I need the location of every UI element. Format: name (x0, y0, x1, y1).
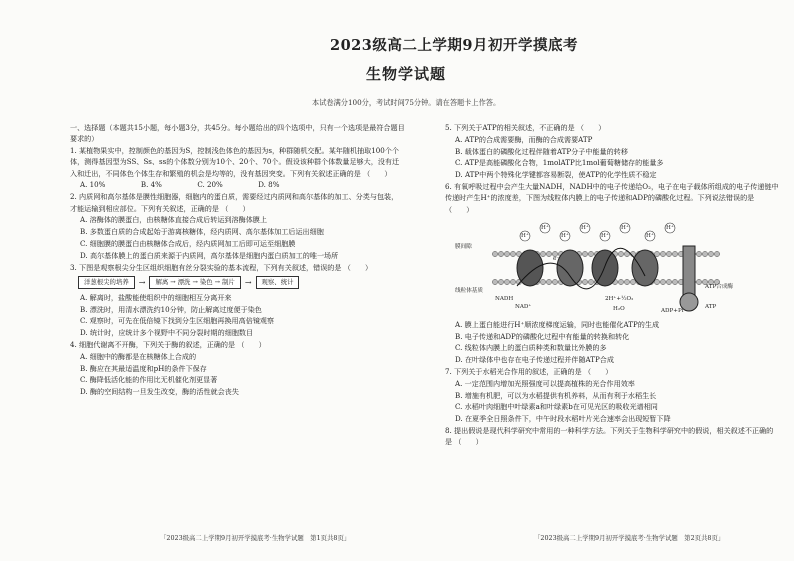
lipid-head (654, 279, 659, 284)
lipid-head (504, 279, 509, 284)
lipid-head (666, 279, 671, 284)
answer-option: A. 解离时，盐酸能使组织中的细胞相互分离开来 (80, 292, 232, 302)
question-text: 5. 下列关于ATP的相关叙述，不正确的是 （ ） (445, 123, 606, 132)
lipid-head (618, 279, 623, 284)
protein-complex (632, 250, 658, 286)
answer-option: B. 增施有机肥，可以为水稻提供有机养料，从而有利于水稻生长 (455, 390, 657, 400)
electron-label: e⁻ (553, 255, 560, 262)
answer-option: D. 统计时，应统计多个视野中不同分裂时期的细胞数目 (80, 328, 254, 338)
lipid-head (630, 279, 635, 284)
protein-complex (592, 250, 618, 286)
lipid-head (660, 251, 665, 256)
answer-option: B. 多数蛋白质的合成起始于游离核糖体，经内质网、高尔基体加工后运出细胞 (80, 227, 324, 237)
lipid-head (540, 251, 545, 256)
answer-option: B. 漂洗时，用清水漂洗约10分钟，防止解离过度便于染色 (80, 304, 262, 314)
answer-option: A. 10% B. 4% C. 20% D. 8% (80, 180, 280, 190)
lipid-head (696, 279, 701, 284)
lipid-head (672, 251, 677, 256)
answer-option: D. 酶的空间结构一旦发生改变，酶的活性就会丧失 (80, 387, 239, 397)
proton-label: H⁺ (601, 232, 609, 239)
nad-label: NAD⁺ (515, 303, 532, 310)
lipid-head (504, 251, 509, 256)
lipid-head (582, 279, 587, 284)
proton-label: H⁺ (561, 232, 569, 239)
lipid-head (540, 279, 545, 284)
answer-option: C. 酶降低活化能的作用比无机催化剂更显著 (80, 375, 218, 385)
answer-option: C. 细胞膜的膜蛋白由核糖体合成后，经内质网加工后即可运至细胞膜 (80, 238, 296, 248)
answer-option: A. 膜上蛋白能进行H⁺顺浓度梯度运输，同时也能催化ATP的生成 (455, 319, 660, 329)
protein-complex (557, 250, 583, 286)
proton-label: H⁺ (666, 224, 674, 231)
question-text: 4. 细胞代谢离不开酶，下列关于酶的叙述，正确的是 （ ） (70, 340, 266, 350)
lipid-head (498, 279, 503, 284)
lipid-head (546, 251, 551, 256)
lipid-head (696, 251, 701, 256)
answer-option: C. 观察时，可先在低倍镜下找到分生区细胞再换用高倍镜观察 (80, 316, 275, 326)
oxygen-label: 2H⁺+½O₂ (605, 295, 634, 302)
answer-option: D. 在夏季全日照条件下，中午时段水稻叶片光合速率会出现短暂下降 (455, 414, 671, 424)
lipid-head (714, 251, 719, 256)
footer-right: 「2023级高二上学期9月初开学摸底考·生物学试题 第2页共8页」 (534, 534, 725, 542)
lipid-head (588, 279, 593, 284)
lipid-head (666, 251, 671, 256)
lipid-head (672, 279, 677, 284)
answer-option: C. 水稻叶肉细胞中叶绿素a和叶绿素b在可见光区的吸收光谱相同 (455, 402, 658, 412)
question-text: 1. 某植物果实中，控制颜色的基因为S，控制浅色体色的基因为s，种群随机交配。某年随机抽取100个个体，测得基因型为SS、Ss、ss的个体数分别为10个、20个、70个。假设该种群个体数量足够大，没有迁入和迁出，不同体色个体生存和繁殖的机会是均等的，没有基因突变。下列有关叙述正确的是 （ ） (70, 146, 400, 178)
lipid-head (510, 279, 515, 284)
lipid-head (618, 251, 623, 256)
answer-option: A. 溶酶体的膜蛋白，由核糖体直接合成后转运到溶酶体膜上 (80, 215, 267, 225)
lipid-head (492, 251, 497, 256)
proton-label: H⁺ (521, 232, 529, 239)
left-column (70, 122, 405, 398)
answer-option: B. 酶应在其最适温度和pH的条件下保存 (80, 363, 207, 373)
flow-box: 观察、统计 (256, 276, 300, 289)
footer-left: 「2023级高二上学期9月初开学摸底考·生物学试题 第1页共8页」 (160, 534, 351, 542)
question-text: 一、选择题（本题共15小题，每小题3分，共45分。每小题给出的四个选项中，只有一个选项是最符合题目要求的） (70, 123, 405, 144)
electron-transport-diagram (455, 216, 755, 316)
lipid-head (624, 279, 629, 284)
water-label: H₂O (613, 305, 625, 312)
intermembrane-label: 膜间隙 (455, 243, 472, 250)
flow-box: 解离 → 漂洗 → 染色 → 制片 (149, 276, 240, 289)
atp-synthase-label: ATP合成酶 (705, 283, 734, 290)
lipid-head (492, 279, 497, 284)
atp-synthase (683, 246, 695, 296)
question-text: 7. 下列关于水稻光合作用的叙述，正确的是 （ ） (445, 367, 613, 377)
flowchart (78, 276, 405, 289)
answer-option: A. 细胞中的酶都是在核糖体上合成的 (80, 351, 197, 361)
lipid-head (588, 251, 593, 256)
question-text: 2. 内质网和高尔基体是膜性细胞器，细胞内的蛋白质，需要经过内质网和高尔基体的加工、分类与包装，才能运输到相应部位。下列有关叙述，正确的是 （ ） (70, 192, 399, 213)
answer-option: C. ATP是高能磷酸化合物，1molATP比1mol葡萄糖储存的能量多 (455, 158, 664, 168)
lipid-head (498, 251, 503, 256)
lipid-head (546, 279, 551, 284)
exam-note: 本试卷满分100分，考试时间75分钟。请在答题卡上作答。 (312, 98, 501, 107)
exam-subtitle: 生物学试题 (366, 65, 447, 83)
answer-option: B. 电子传递和ADP的磷酸化过程中有能量的转换和转化 (455, 331, 630, 341)
matrix-label: 线粒体基质 (455, 287, 483, 294)
answer-option: B. 载体蛋白的磷酸化过程伴随着ATP分子中能量的转移 (455, 146, 628, 156)
lipid-head (582, 251, 587, 256)
question-text: 3. 下图是观察根尖分生区组织细胞有丝分裂实验的基本流程，下列有关叙述，错误的是 （ ） (70, 262, 373, 272)
question-text: 8. 提出假说是现代科学研究中常用的一种科学方法。下列关于生物科学研究中的假说，相关叙述不正确的是 （ ） (445, 426, 774, 447)
lipid-head (702, 251, 707, 256)
atp-label: ATP (705, 303, 717, 310)
lipid-head (708, 251, 713, 256)
lipid-head (552, 279, 557, 284)
answer-option: D. 高尔基体膜上的蛋白质来源于内质网，高尔基体是细胞内蛋白质加工的唯一场所 (80, 250, 339, 260)
flow-box: 洋葱根尖的培养 (78, 276, 135, 289)
lipid-head (654, 251, 659, 256)
lipid-head (660, 279, 665, 284)
proton-label: H⁺ (646, 232, 654, 239)
answer-option: A. ATP的合成需要酶，而酶的合成需要ATP (455, 134, 593, 144)
answer-option: A. 一定范围内增加光照强度可以提高植株的光合作用效率 (455, 378, 635, 388)
nadh-label: NADH (495, 295, 514, 302)
answer-option: C. 线粒体内膜上的蛋白质种类和数量比外膜的多 (455, 343, 607, 353)
proton-label: H⁺ (581, 224, 589, 231)
lipid-head (510, 251, 515, 256)
adp-label: ADP+Pi (661, 307, 684, 314)
answer-option: D. 在叶绿体中也存在电子传递过程并伴随ATP合成 (455, 355, 614, 365)
answer-option: D. ATP中两个特殊化学键都容易断裂，使ATP的化学性质不稳定 (455, 170, 657, 180)
flow-arrow-icon: → (244, 277, 252, 287)
proton-label: H⁺ (621, 224, 629, 231)
question-text: 6. 有氧呼吸过程中会产生大量NADH，NADH中的电子传递给O₂，电子在电子载体所组成的电子传递链中传递时产生H⁺的浓度差，下图为线粒体内膜上的电子传递和ADP的磷酸化过程。下列说法错误的是 （ ） (445, 181, 779, 214)
protein-complex (517, 250, 543, 286)
proton-label: H⁺ (541, 224, 549, 231)
right-column (445, 122, 780, 448)
exam-title: 2023级高二上学期9月初开学摸底考 (330, 37, 578, 54)
flow-arrow-icon: → (138, 277, 146, 287)
